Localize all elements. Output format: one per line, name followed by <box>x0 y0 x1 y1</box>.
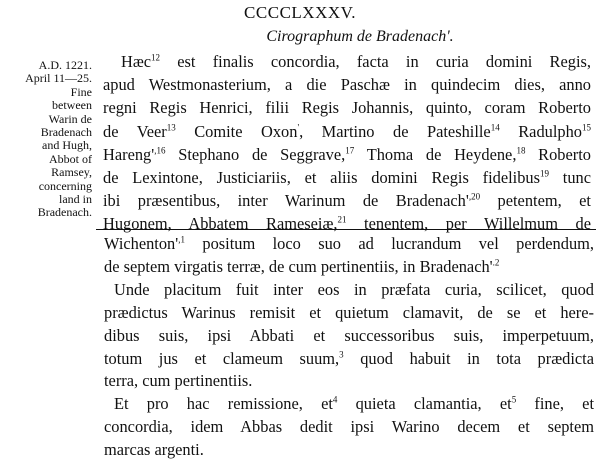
margin-note-line: Fine <box>70 84 92 99</box>
footnote-marker: 3 <box>339 349 344 360</box>
text-line <box>76 279 594 302</box>
text-segment: petentem, et <box>480 191 591 211</box>
text-segment: marcas argenti. <box>104 440 204 460</box>
margin-note-line: A.D. 1221. <box>38 58 92 72</box>
text-line <box>103 73 591 96</box>
text-line <box>76 233 594 256</box>
text-segment: quieta clamantia, et <box>337 394 512 414</box>
text-line <box>76 325 594 348</box>
text-line <box>103 120 591 143</box>
text-line <box>76 302 594 325</box>
text-segment: tunc <box>548 168 591 188</box>
text-line <box>103 166 591 189</box>
text-segment: Radulpho <box>499 121 582 141</box>
text-segment: prædictus Warinus remisit et quietum clamavit, de se et here- <box>104 302 594 322</box>
text-segment: Roberto <box>525 144 591 164</box>
footnote-marker: ,20 <box>468 191 481 202</box>
text-segment: positum loco suo ad lucrandum vel perdendum, <box>184 234 594 253</box>
text-segment: Hæc <box>121 52 152 71</box>
text-segment: de Lexintone, Justiciariis, et aliis domini Regis fidelibus <box>103 168 540 188</box>
text-segment: Et pro hac remissione, et <box>114 394 333 414</box>
text-segment: terra, cum pertinentiis. <box>104 371 253 391</box>
footnote-marker: 17 <box>345 145 355 156</box>
margin-note-line: Ramsey, <box>51 165 92 180</box>
text-segment: dibus suis, ipsi Abbati et successoribus suis, imperpetuum, <box>104 325 594 345</box>
margin-note-line: Bradenach <box>40 125 92 140</box>
text-line <box>103 50 591 73</box>
text-segment: de Veer <box>103 121 167 141</box>
text-line <box>103 96 591 119</box>
footnote-marker: 4 <box>332 394 338 405</box>
text-segment: est finalis concordia, facta in curia domini Regis, <box>160 52 591 71</box>
margin-note-line: April 11—25. <box>25 71 92 86</box>
footnote-marker: ' <box>297 122 300 133</box>
charter-title: Cirographum de Bradenach'. <box>266 28 454 45</box>
footnote-marker: ,1 <box>178 234 185 245</box>
footnote-marker: ,16 <box>154 145 166 156</box>
margin-note-line: between <box>52 98 92 113</box>
text-segment: fine, et <box>516 394 594 414</box>
charter-text-upper <box>103 50 591 236</box>
text-segment: Comite Oxon <box>175 121 298 141</box>
footnote-marker: 14 <box>490 122 500 133</box>
text-segment: Wichenton' <box>104 234 179 253</box>
text-segment: de septem virgatis terræ, de cum pertinentiis, in Bradenach' <box>104 256 493 276</box>
margin-note-line: Warin de <box>48 111 92 126</box>
margin-note-line: Bradenach. <box>37 205 92 220</box>
text-line <box>76 416 594 439</box>
footnote-marker: 13 <box>166 122 176 133</box>
text-segment: regni Regis Henrici, filii Regis Johannis, quinto, coram Roberto <box>103 98 591 118</box>
margin-note-line: Abbot of <box>49 151 92 166</box>
text-segment: quod habuit in tota prædicta <box>343 348 594 368</box>
charter-number-heading: CCCCLXXXV. <box>244 3 356 22</box>
footnote-marker: 12 <box>151 52 161 63</box>
text-segment: Hugonem, Abbatem Rameseiæ, <box>103 214 338 234</box>
margin-note-line: and Hugh, <box>42 138 92 153</box>
text-segment: tenentem, per Willelmum de <box>346 214 591 234</box>
text-segment: ibi præsentibus, inter Warinum de Bradenach' <box>103 191 469 211</box>
margin-note-line: land in <box>59 192 92 207</box>
text-segment: concordia, idem Abbas dedit ipsi Warino decem et septem <box>104 417 594 437</box>
page-divider-rule <box>96 229 596 230</box>
footnote-marker: 5 <box>511 394 517 405</box>
text-segment: apud Westmonasterium, a die Paschæ in quindecim dies, anno <box>103 75 591 95</box>
text-line <box>103 189 591 212</box>
footnote-marker: 19 <box>539 168 549 179</box>
text-line <box>76 439 594 462</box>
footnote-marker: 21 <box>337 214 347 225</box>
text-segment: , Martino de Pateshille <box>299 121 491 141</box>
text-segment: Hareng' <box>103 144 155 164</box>
text-line <box>76 370 594 393</box>
footnote-marker: 15 <box>581 122 591 133</box>
charter-text-lower <box>76 233 594 462</box>
text-line <box>103 143 591 166</box>
footnote-marker: .2 <box>492 257 500 268</box>
text-line <box>76 256 594 279</box>
footnote-marker: 18 <box>516 145 526 156</box>
text-segment: totum jus et clameum suum, <box>104 348 340 368</box>
text-segment: Thoma de Heydene, <box>354 144 517 164</box>
text-segment: Unde placitum fuit inter eos in præfata curia, scilicet, quod <box>114 279 594 299</box>
margin-note <box>6 59 92 220</box>
text-line <box>76 348 594 371</box>
text-line <box>76 393 594 416</box>
text-segment: Stephano de Seggrave, <box>165 144 346 164</box>
margin-note-line: concerning <box>38 178 92 193</box>
